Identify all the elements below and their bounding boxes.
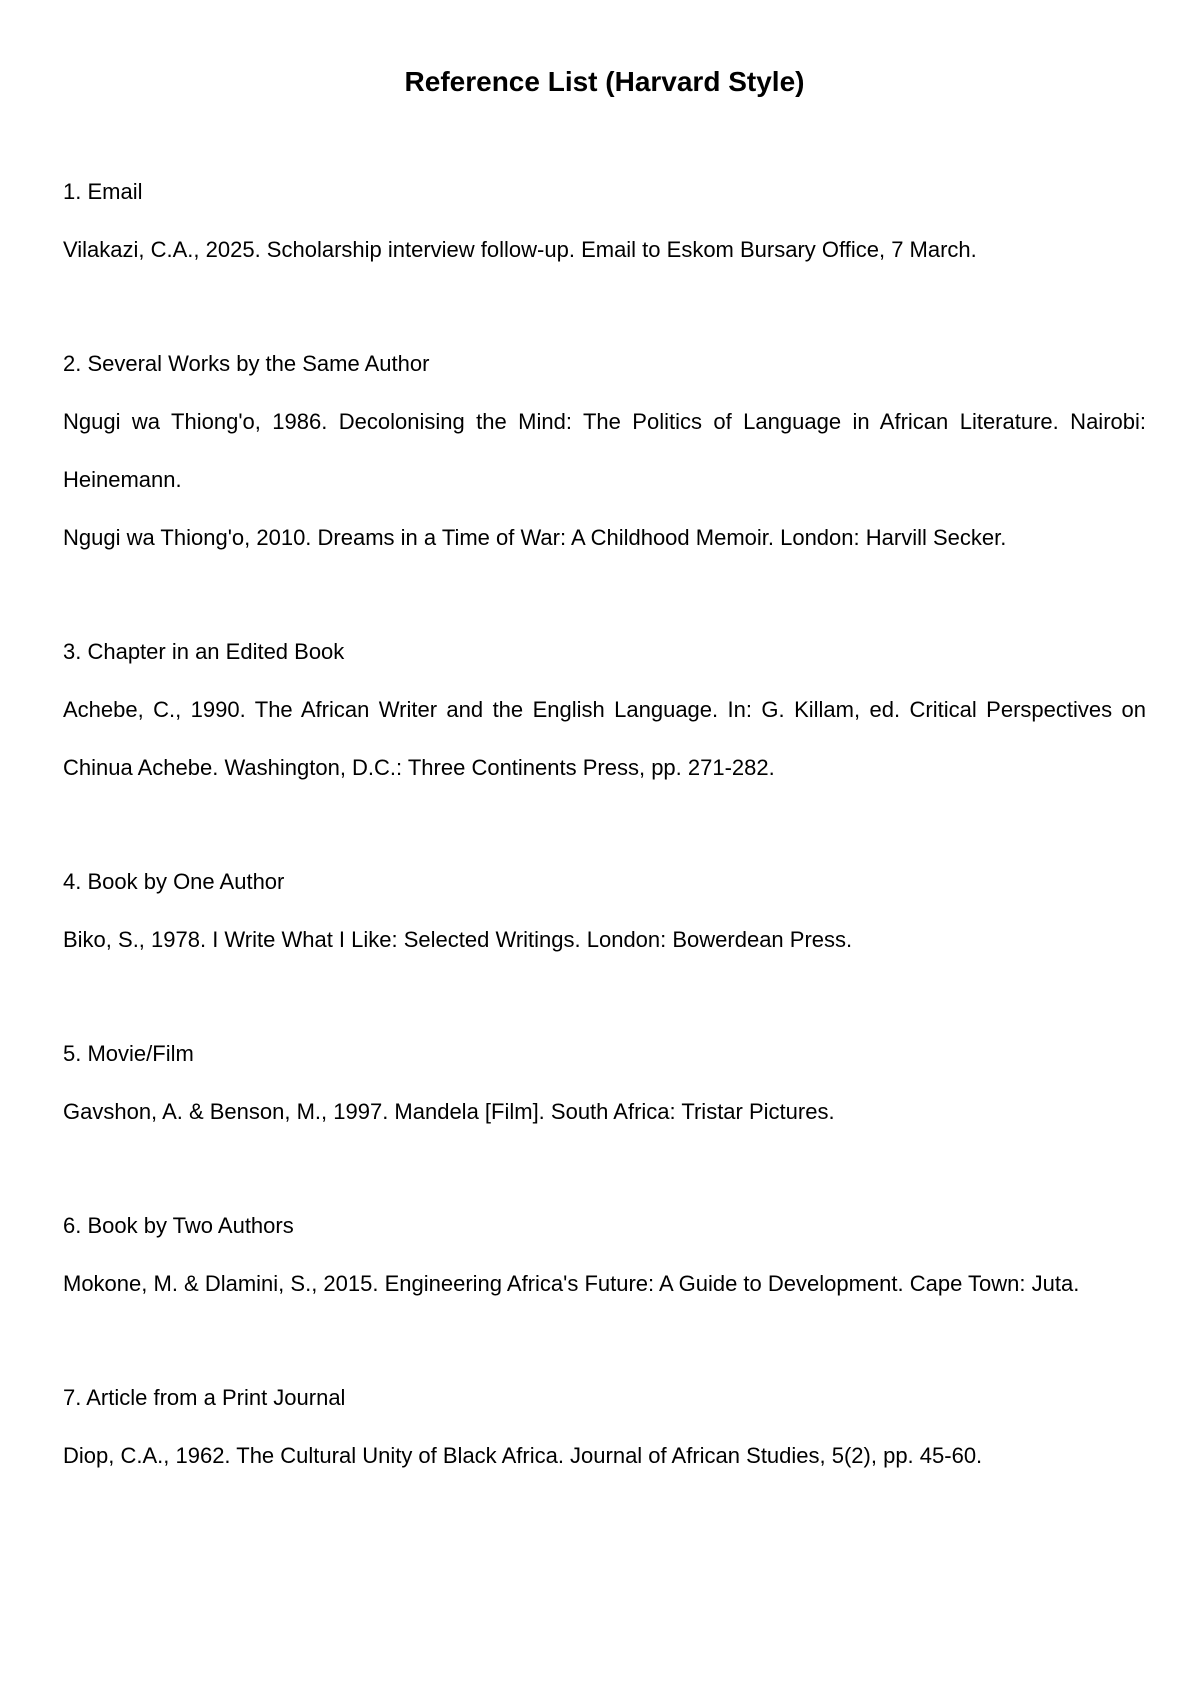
reference-entry: Ngugi wa Thiong'o, 1986. Decolonising the Mind: The Politics of Language in African Literature. Nairobi: Heinemann. — [63, 409, 1146, 492]
reference-section-one-author — [63, 853, 1146, 969]
reference-entry: Diop, C.A., 1962. The Cultural Unity of Black Africa. Journal of African Studies, 5(2), pp. 45-60. — [63, 1443, 983, 1468]
reference-entry: Mokone, M. & Dlamini, S., 2015. Engineering Africa's Future: A Guide to Development. Cape Town: Juta. — [63, 1271, 1080, 1296]
page-title: Reference List (Harvard Style) — [404, 66, 805, 97]
reference-section-two-authors — [63, 1197, 1146, 1313]
reference-entry: Biko, S., 1978. I Write What I Like: Selected Writings. London: Bowerdean Press. — [63, 927, 853, 952]
section-heading: 6. Book by Two Authors — [63, 1213, 294, 1238]
section-heading: 4. Book by One Author — [63, 869, 285, 894]
section-heading: 1. Email — [63, 179, 143, 204]
section-heading: 7. Article from a Print Journal — [63, 1385, 346, 1410]
reference-entry: Vilakazi, C.A., 2025. Scholarship interview follow-up. Email to Eskom Bursary Office, 7 March. — [63, 237, 977, 262]
document-page — [63, 0, 1146, 1485]
reference-section-print-journal — [63, 1369, 1146, 1485]
section-heading: 2. Several Works by the Same Author — [63, 351, 430, 376]
reference-section-edited-chapter — [63, 623, 1146, 797]
reference-entry: Ngugi wa Thiong'o, 2010. Dreams in a Time of War: A Childhood Memoir. London: Harvill Secker. — [63, 525, 1007, 550]
reference-entry: Gavshon, A. & Benson, M., 1997. Mandela [Film]. South Africa: Tristar Pictures. — [63, 1099, 835, 1124]
reference-section-email — [63, 163, 1146, 279]
reference-section-same-author — [63, 335, 1146, 567]
section-heading: 5. Movie/Film — [63, 1041, 194, 1066]
section-heading: 3. Chapter in an Edited Book — [63, 639, 345, 664]
reference-section-film — [63, 1025, 1146, 1141]
reference-entry: Achebe, C., 1990. The African Writer and the English Language. In: G. Killam, ed. Critical Perspectives on Chinua Achebe. Washington, D.C.: Three Continents Press, pp. 271-282. — [63, 697, 1146, 780]
